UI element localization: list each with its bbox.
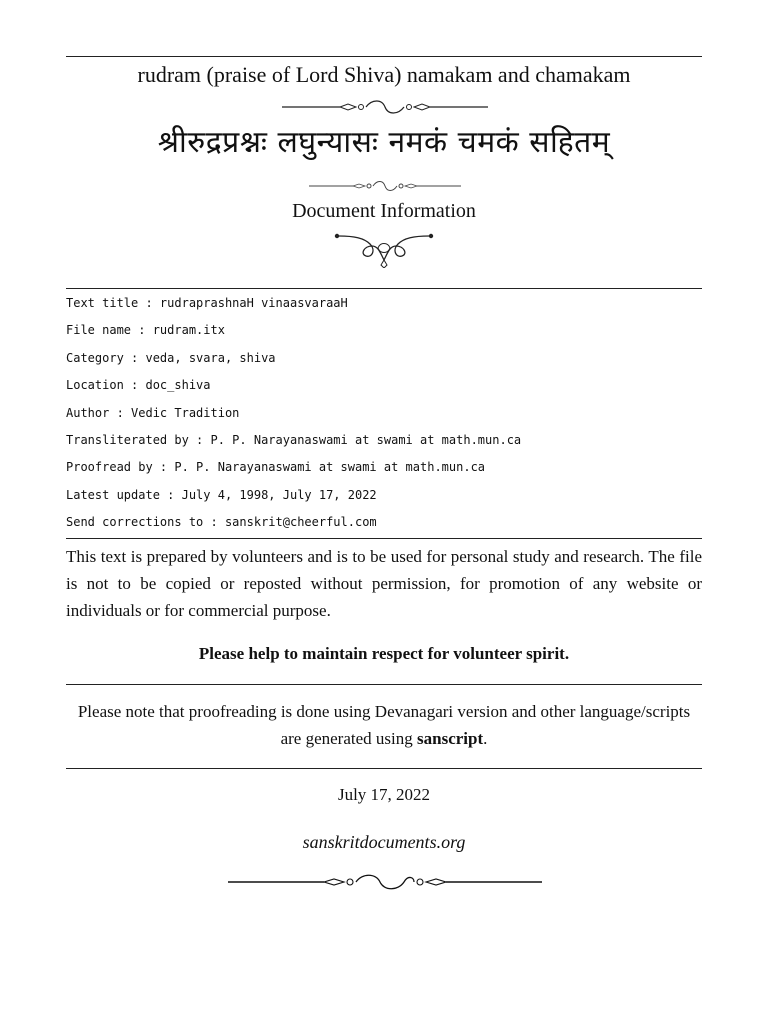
- notice-paragraph: This text is prepared by volunteers and is to be used for personal study and research. The file is not to be copied or reposted without permission, for promotion of any website or individuals or for commercial purpose.: [66, 547, 702, 620]
- respect-line: Please help to maintain respect for volunteer spirit.: [198, 644, 570, 663]
- metadata-bottom-rule: [66, 538, 702, 539]
- sanscript-emphasis: sanscript: [417, 729, 484, 748]
- metadata-transliterated-by: Transliterated by : P. P. Narayanaswami at swami at math.mun.ca: [66, 432, 522, 447]
- english-title: rudram (praise of Lord Shiva) namakam and chamakam: [137, 62, 631, 87]
- metadata-block: [66, 290, 702, 537]
- metadata-proofread-by: Proofread by : P. P. Narayanaswami at swami at math.mun.ca: [66, 460, 486, 475]
- metadata-send-corrections: Send corrections to : sanskrit@cheerful.com: [66, 515, 377, 530]
- footer-date: July 17, 2022: [337, 785, 431, 804]
- metadata-latest-update: Latest update : July 4, 1998, July 17, 2022: [66, 487, 377, 502]
- proofreading-note-end: .: [483, 729, 488, 748]
- top-rule: [66, 56, 702, 57]
- metadata-category: Category : veda, svara, shiva: [66, 350, 276, 365]
- footer-site: sanskritdocuments.org: [302, 832, 466, 852]
- ornament-divider-1: [282, 99, 488, 115]
- proofreading-note-text: Please note that proofreading is done using Devanagari version and other language/scripts are generated using: [77, 702, 691, 748]
- proofreading-note: [66, 698, 702, 752]
- section-heading: Document Information: [292, 200, 476, 222]
- footer-rule: [66, 768, 702, 769]
- flourish-ornament: [334, 228, 434, 268]
- metadata-file-name: File name : rudram.itx: [66, 323, 225, 338]
- metadata-author: Author : Vedic Tradition: [66, 405, 240, 420]
- metadata-location: Location : doc_shiva: [66, 378, 211, 393]
- metadata-top-rule: [66, 288, 702, 289]
- ornament-divider-bottom: [228, 873, 542, 891]
- sanskrit-title: श्रीरुद्रप्रश्नः लघुन्यासः नमकं चमकं सहितम्: [157, 125, 611, 160]
- metadata-text-title: Text title : rudraprashnaH vinaasvaraaH: [66, 296, 348, 310]
- ornament-divider-2: [309, 180, 461, 192]
- notice-rule: [66, 684, 702, 685]
